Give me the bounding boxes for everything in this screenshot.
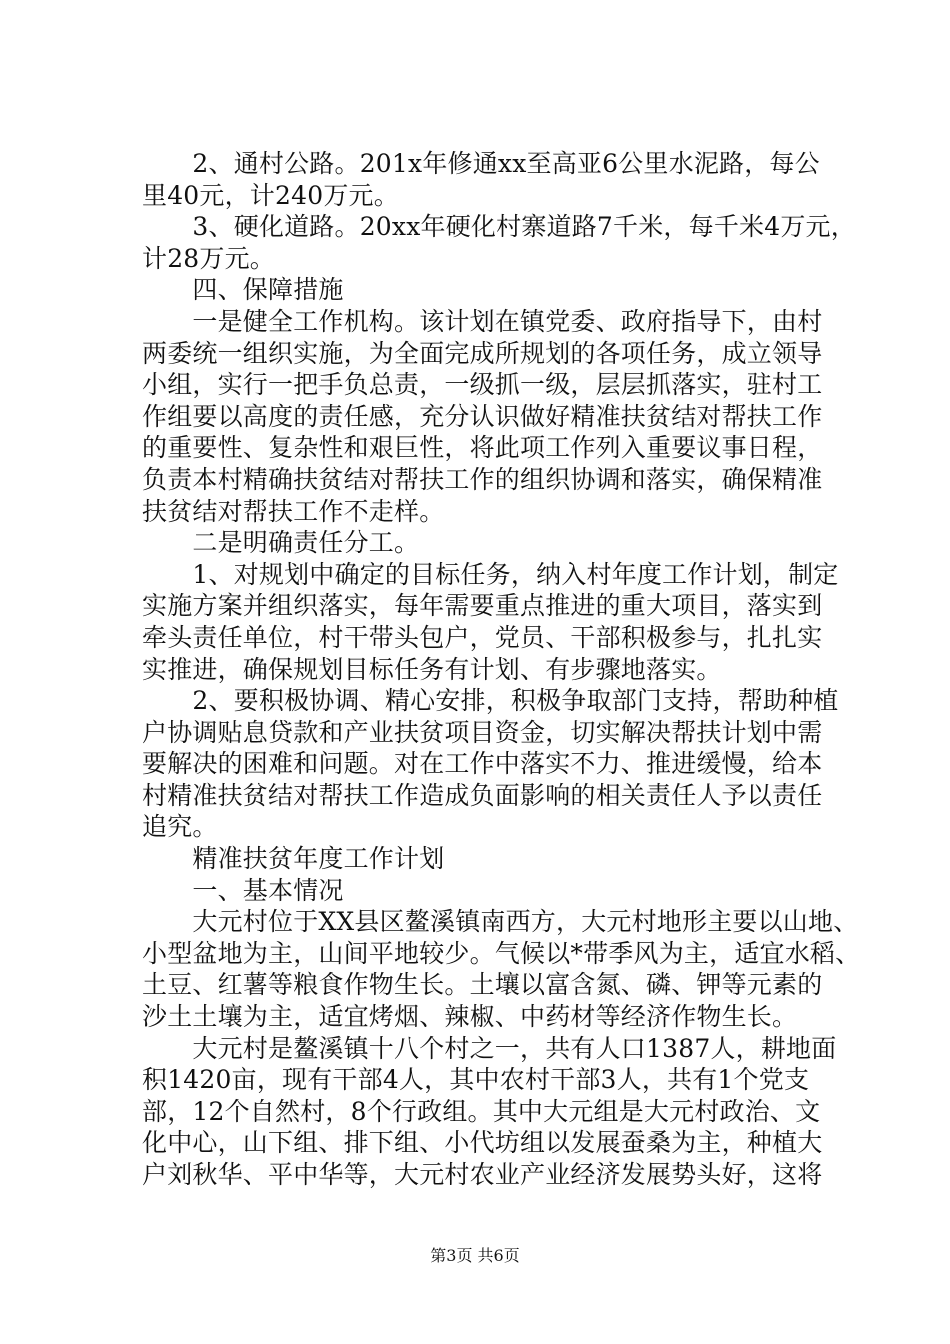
text-line: 3、硬化道路。20xx年硬化村寨道路7千米，每千米4万元，: [142, 212, 856, 242]
text-line: 小型盆地为主，山间平地较少。气候以*带季风为主，适宜水稻、: [142, 938, 861, 968]
text-line: 实推进，确保规划目标任务有计划、有步骤地落实。: [142, 654, 722, 684]
text-line: 2、通村公路。201x年修通xx至高亚6公里水泥路，每公: [142, 149, 820, 178]
text-line: 的重要性、复杂性和艰巨性，将此项工作列入重要议事日程，: [142, 433, 823, 463]
text-line: 户刘秋华、平中华等，大元村农业产业经济发展势头好，这将: [142, 1160, 823, 1189]
text-line: 村精准扶贫结对帮扶工作造成负面影响的相关责任人予以责任: [142, 780, 823, 810]
text-line: 化中心，山下组、排下组、小代坊组以发展蚕桑为主，种植大: [142, 1128, 823, 1158]
text-line: 1、对规划中确定的目标任务，纳入村年度工作计划，制定: [142, 559, 839, 589]
text-line: 里40元，计240万元。: [142, 180, 399, 210]
text-line: 作组要以高度的责任感，充分认识做好精准扶贫结对帮扶工作: [142, 401, 823, 431]
text-line: 两委统一组织实施，为全面完成所规划的各项任务，成立领导: [142, 338, 823, 368]
text-line: 扶贫结对帮扶工作不走样。: [142, 496, 445, 526]
text-line: 追究。: [142, 812, 218, 842]
text-line: 部，12个自然村，8个行政组。其中大元组是大元村政治、文: [142, 1096, 821, 1126]
text-line: 牵头责任单位，村干带头包户，党员、干部积极参与，扎扎实: [142, 622, 823, 652]
text-line: 二是明确责任分工。: [142, 528, 420, 558]
text-line: 实施方案并组织落实，每年需要重点推进的重大项目，落实到: [142, 591, 823, 621]
text-line: 一是健全工作机构。该计划在镇党委、政府指导下，由村: [142, 306, 823, 336]
text-line: 大元村是鳌溪镇十八个村之一，共有人口1387人，耕地面: [142, 1033, 837, 1063]
text-line: 大元村位于XX县区鳌溪镇南西方，大元村地形主要以山地、: [142, 907, 859, 937]
section-heading: 四、保障措施: [142, 275, 344, 305]
text-line: 计28万元。: [142, 243, 276, 273]
text-line: 土豆、红薯等粮食作物生长。土壤以富含氮、磷、钾等元素的: [142, 970, 823, 1000]
text-line: 要解决的困难和问题。对在工作中落实不力、推进缓慢，给本: [142, 749, 823, 779]
page-number-footer: 第3页 共6页: [430, 1246, 520, 1265]
text-line: 负责本村精确扶贫结对帮扶工作的组织协调和落实，确保精准: [142, 464, 823, 494]
document-body: [142, 148, 861, 1191]
text-line: 户协调贴息贷款和产业扶贫项目资金，切实解决帮扶计划中需: [142, 717, 823, 747]
text-line: 小组，实行一把手负总责，一级抓一级，层层抓落实，驻村工: [142, 370, 823, 400]
section-heading: 一、基本情况: [142, 875, 344, 905]
text-line: 积1420亩，现有干部4人，其中农村干部3人，共有1个党支: [142, 1065, 810, 1095]
document-title: 精准扶贫年度工作计划: [142, 844, 445, 874]
text-line: 沙土土壤为主，适宜烤烟、辣椒、中药材等经济作物生长。: [142, 1002, 798, 1032]
text-line: 2、要积极协调、精心安排，积极争取部门支持，帮助种植: [142, 686, 839, 716]
